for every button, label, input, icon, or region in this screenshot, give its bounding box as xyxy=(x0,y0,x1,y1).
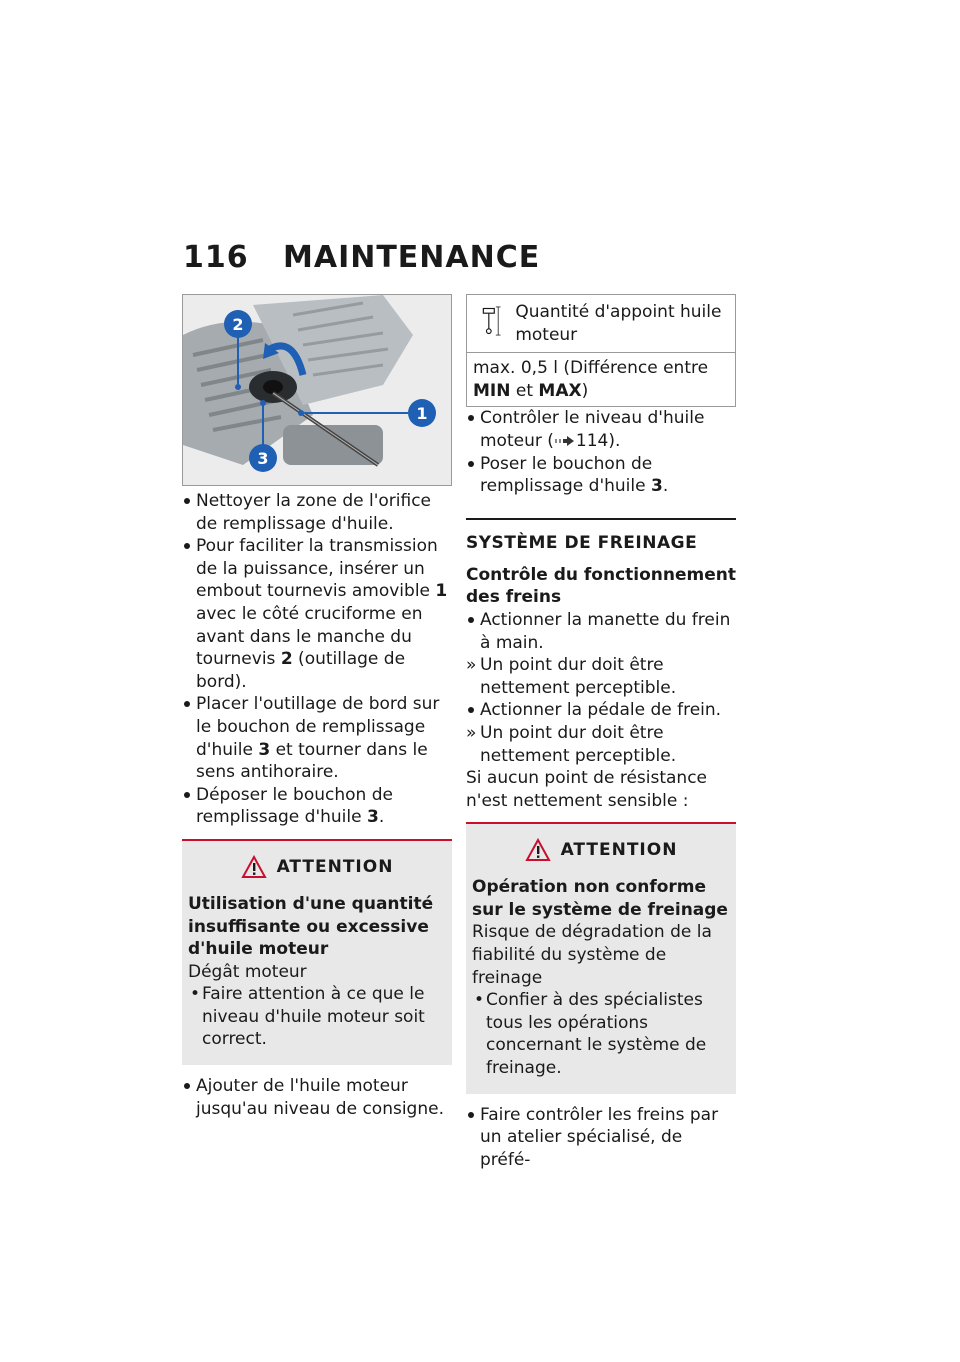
braking-system-heading: SYSTÈME DE FREINAGE xyxy=(466,518,736,554)
step-install-cap: Poser le bouchon de remplissage d'huile 3. xyxy=(466,453,736,498)
warning-item: • Faire attention à ce que le niveau d'huile moteur soit correct. xyxy=(190,984,425,1050)
warning-title: ATTENTION xyxy=(560,840,678,861)
result-foot-brake: » Un point dur doit être nettement perceptible. xyxy=(466,722,677,766)
svg-text:3: 3 xyxy=(257,449,269,468)
engine-oil-filler-figure xyxy=(182,294,452,486)
step-add-oil: Ajouter de l'huile moteur jusqu'au niveau de consigne. xyxy=(182,1075,452,1120)
warning-consequence: Risque de dégradation de la fiabilité du système de freinage xyxy=(472,922,712,988)
left-column xyxy=(182,294,452,1120)
page-reference-arrow-icon xyxy=(554,434,576,448)
step-clean-filler: Nettoyer la zone de l'orifice de remplissage d'huile. xyxy=(182,490,452,535)
step-check-oil-level: Contrôler le niveau d'huile moteur ( 114). xyxy=(466,407,736,452)
callout-1 xyxy=(408,399,436,427)
engine-oil-gauge-icon xyxy=(481,301,501,341)
warning-triangle-icon xyxy=(525,838,551,862)
warning-subtitle: Opération non conforme sur le système de freinage xyxy=(472,877,728,920)
spec-value: max. 0,5 l (Différence entre MIN et MAX) xyxy=(473,358,709,401)
warning-subtitle: Utilisation d'une quantité insuffisante ou excessive d'huile moteur xyxy=(188,893,434,960)
section-title: MAINTENANCE xyxy=(283,240,541,275)
step-remove-cap: Déposer le bouchon de remplissage d'huile 3. xyxy=(182,784,452,829)
warning-title: ATTENTION xyxy=(276,856,394,877)
result-hand-brake: » Un point dur doit être nettement perceptible. xyxy=(466,655,677,698)
step-hand-brake: Actionner la manette du frein à main. xyxy=(466,609,736,654)
warning-consequence: Dégât moteur xyxy=(188,961,307,982)
page-header xyxy=(183,240,540,275)
page-number: 116 xyxy=(183,240,249,275)
callout-2 xyxy=(224,310,252,338)
step-workshop-check: Faire contrôler les freins par un atelier spécialisé, de préfé- xyxy=(466,1104,736,1172)
condition-text: Si aucun point de résistance n'est nettement sensible : xyxy=(466,768,707,811)
brake-warning xyxy=(466,822,736,1093)
step-place-tool: Placer l'outillage de bord sur le bouchon de remplissage d'huile 3 et tourner dans le sens antihoraire. xyxy=(182,693,452,783)
engine-illustration xyxy=(183,295,451,485)
step-foot-brake: Actionner la pédale de frein. xyxy=(466,699,736,722)
warning-item: • Confier à des spécialistes tous les opérations concernant le système de freinage. xyxy=(474,990,707,1079)
step-insert-bit: Pour faciliter la transmission de la puissance, insérer un embout tournevis amovible 1 avec le côté cruciforme en avant dans le manche du tournevis 2 (outillage de bord). xyxy=(182,535,452,693)
svg-text:1: 1 xyxy=(416,404,428,423)
warning-triangle-icon xyxy=(241,855,267,879)
oil-topup-spec xyxy=(466,294,736,407)
brake-check-subheading: Contrôle du fonctionnement des freins xyxy=(466,564,737,608)
svg-text:2: 2 xyxy=(232,315,244,334)
right-column xyxy=(466,294,736,1171)
spec-label: Quantité d'appoint huile moteur xyxy=(515,302,722,345)
page-reference-link[interactable]: 114 xyxy=(575,430,609,451)
callout-3 xyxy=(249,444,277,472)
oil-quantity-warning xyxy=(182,839,452,1065)
